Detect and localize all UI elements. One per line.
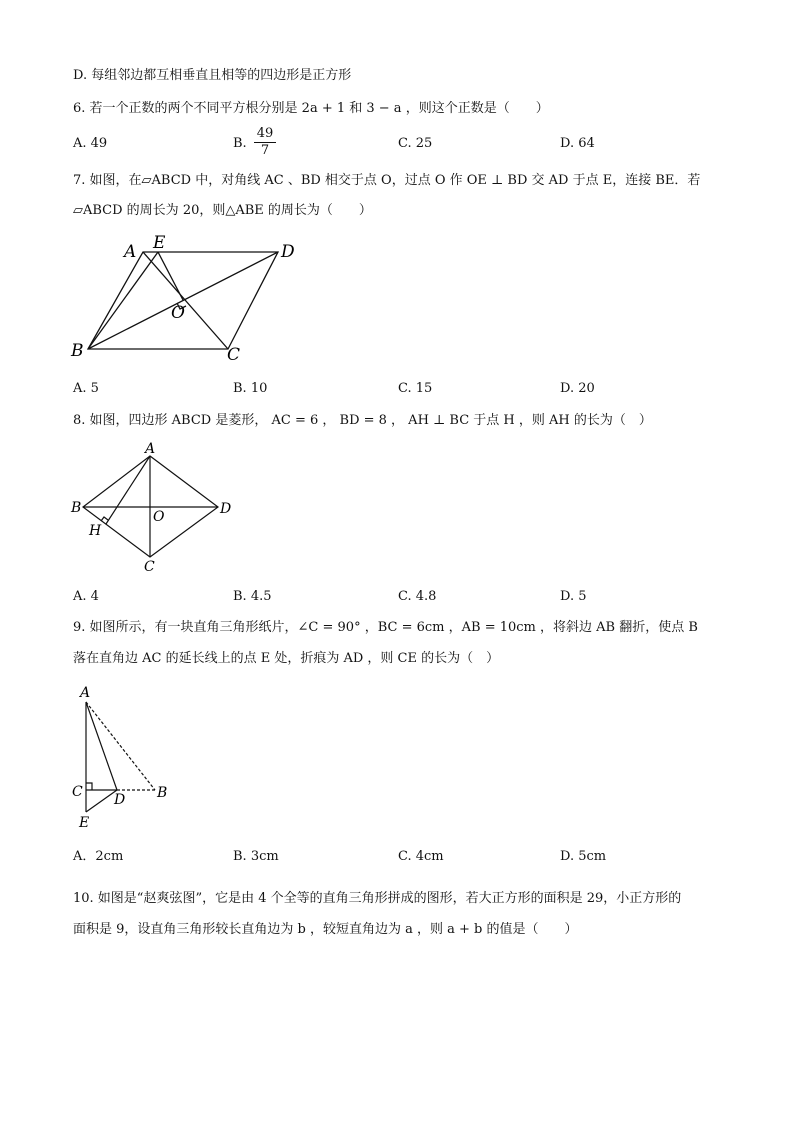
- q8-label-h: H: [89, 523, 102, 539]
- q7-label-b: B: [71, 341, 84, 361]
- q6-option-d: D. 64: [560, 136, 595, 151]
- q7-stem-line2: ▱ABCD 的周长为 20，则△ABE 的周长为（ ）: [73, 203, 372, 218]
- q8-option-d: D. 5: [560, 589, 587, 604]
- q7-option-b: B. 10: [233, 381, 268, 396]
- q8-label-b: B: [71, 500, 82, 516]
- q6-option-b-denominator: 7: [260, 143, 270, 158]
- q7-label-d: D: [281, 242, 295, 262]
- q9-label-d: D: [114, 792, 126, 808]
- q6-stem: 6. 若一个正数的两个不同平方根分别是 2a + 1 和 3 − a ，则这个正数是（ ）: [73, 101, 549, 116]
- q9-label-e: E: [79, 815, 90, 831]
- q7-option-d: D. 20: [560, 381, 595, 396]
- q10-stem-line1: 10. 如图是“赵爽弦图”，它是由 4 个全等的直角三角形拼成的图形，若大正方形的面积是 29，小正方形的: [73, 891, 682, 906]
- q7-stem-line1: 7. 如图，在▱ABCD 中，对角线 AC 、BD 相交于点 O，过点 O 作 OE ⊥ BD 交 AD 于点 E，连接 BE．若: [73, 173, 701, 188]
- q9-stem-line2: 落在直角边 AC 的延长线上的点 E 处，折痕为 AD ，则 CE 的长为（ ）: [73, 651, 500, 666]
- q9-stem-line1: 9. 如图所示，有一块直角三角形纸片，∠C = 90° ，BC = 6cm ，AB = 10cm ，将斜边 AB 翻折，使点 B: [73, 620, 698, 635]
- q9-label-a: A: [80, 685, 91, 701]
- q6-option-c: C. 25: [398, 136, 433, 151]
- q8-label-o: O: [153, 509, 165, 525]
- q9-segment-ad: [86, 702, 117, 790]
- q8-stem: 8. 如图，四边形 ABCD 是菱形， AC = 6 ， BD = 8 ， AH ⊥ BC 于点 H ，则 AH 的长为（ ）: [73, 413, 652, 428]
- q10-stem-line2: 面积是 9，设直角三角形较长直角边为 b ，较短直角边为 a ，则 a + b 的值是（ ）: [73, 922, 578, 937]
- q7-label-a: A: [124, 242, 137, 262]
- q7-label-o: O: [171, 303, 185, 323]
- q7-label-c: C: [227, 345, 241, 365]
- q9-option-b: B. 3cm: [233, 849, 279, 864]
- q8-option-a: A. 4: [73, 589, 99, 604]
- q7-option-c: C. 15: [398, 381, 433, 396]
- q7-option-a: A. 5: [73, 381, 99, 396]
- q8-option-c: C. 4.8: [398, 589, 437, 604]
- q9-dashed-ab: [86, 702, 155, 790]
- q8-label-d: D: [220, 501, 232, 517]
- q7-label-e: E: [153, 233, 166, 253]
- q9-right-angle-mark: [86, 783, 92, 790]
- q8-option-b: B. 4.5: [233, 589, 272, 604]
- q6-option-b-label: B.: [233, 136, 247, 151]
- q9-option-a: A．2cm: [73, 849, 124, 864]
- q9-label-b: B: [157, 785, 168, 801]
- q8-label-a: A: [145, 441, 156, 457]
- q9-option-d: D. 5cm: [560, 849, 607, 864]
- q8-label-c: C: [144, 559, 155, 575]
- q6-option-a: A. 49: [73, 136, 108, 151]
- q9-segment-de: [86, 790, 117, 812]
- q5-option-d: D. 每组邻边都互相垂直且相等的四边形是正方形: [73, 68, 352, 83]
- q9-option-c: C. 4cm: [398, 849, 444, 864]
- q6-option-b-numerator: 49: [254, 126, 276, 143]
- q9-label-c: C: [72, 784, 83, 800]
